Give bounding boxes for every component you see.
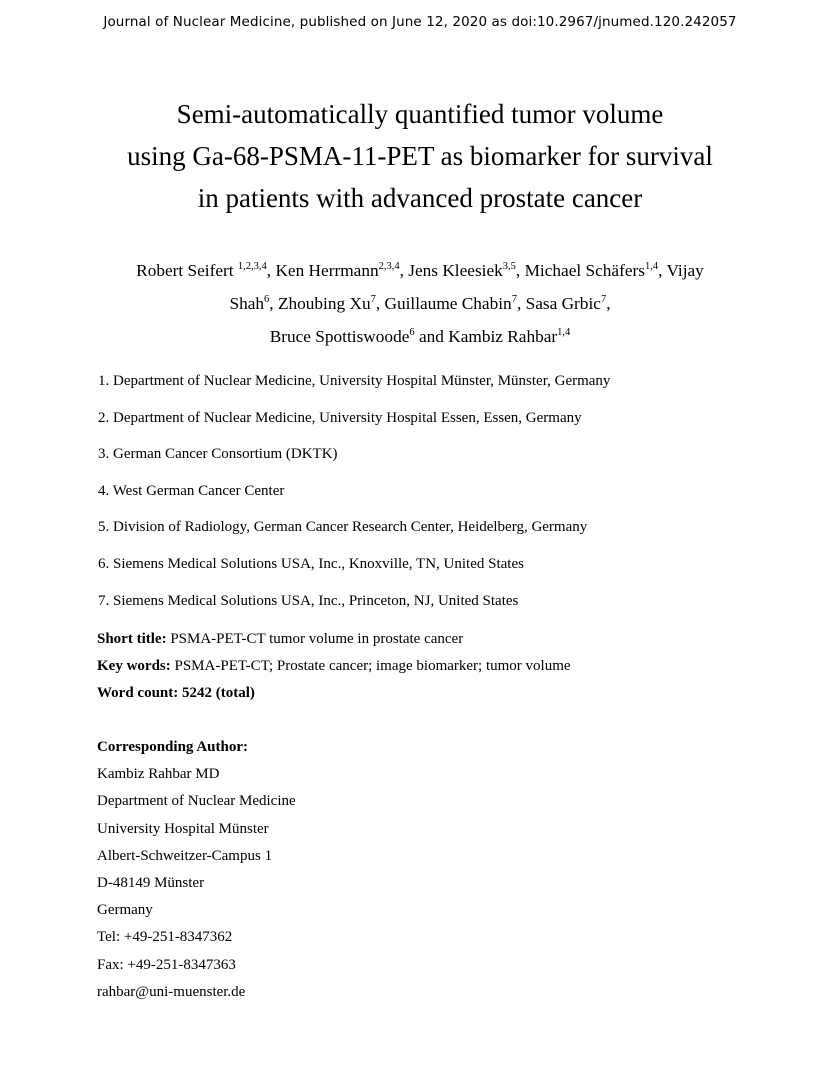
author-affiliation-sup: 3,5	[502, 261, 516, 272]
author-affiliation-sup: 6	[264, 294, 270, 305]
corresponding-phone: Tel: +49-251-8347362	[97, 929, 233, 946]
affiliation-item: 6. Siemens Medical Solutions USA, Inc., Knoxville, TN, United States	[98, 555, 524, 572]
short-title	[97, 626, 571, 653]
affiliation-item: 3. German Cancer Consortium (DKTK)	[98, 446, 338, 463]
author-line-2	[60, 287, 780, 320]
corresponding-author-block	[97, 734, 296, 1006]
affiliation-list	[98, 369, 610, 625]
title-line-2: using Ga-68-PSMA-11-PET as biomarker for survival	[127, 141, 713, 171]
short-title-label: Short title:	[97, 631, 167, 647]
author-name: and Kambiz Rahbar	[414, 327, 558, 346]
corresponding-email: rahbar@uni-muenster.de	[97, 983, 246, 1000]
author-name: , Ken Herrmann	[266, 261, 379, 280]
author-affiliation-sup: 7	[370, 294, 376, 305]
author-name: , Guillaume Chabin	[375, 294, 512, 313]
corresponding-country: Germany	[97, 902, 153, 919]
keywords	[97, 653, 571, 680]
author-list	[60, 254, 780, 353]
author-affiliation-sup: 1,4	[557, 327, 571, 338]
paper-title	[0, 93, 840, 219]
author-name: , Vijay	[658, 261, 704, 280]
author-affiliation-sup: 2,3,4	[378, 261, 400, 272]
journal-header: Journal of Nuclear Medicine, published on June 12, 2020 as doi:10.2967/jnumed.120.242057	[103, 14, 737, 30]
corresponding-author-label-text: Corresponding Author:	[97, 739, 248, 755]
keywords-value: PSMA-PET-CT; Prostate cancer; image biomarker; tumor volume	[170, 658, 571, 674]
author-name: , Zhoubing Xu	[269, 294, 371, 313]
author-name: Bruce Spottiswoode	[269, 327, 410, 346]
author-affiliation-sup: 6	[409, 327, 415, 338]
short-title-value: PSMA-PET-CT tumor volume in prostate cancer	[166, 631, 464, 647]
author-affiliation-sup: 7	[600, 294, 607, 305]
author-affiliation-sup: 1,2,3,4	[237, 261, 267, 272]
author-affiliation-sup: 1,4	[645, 261, 659, 272]
word-count-text: Word count: 5242 (total)	[97, 685, 255, 701]
word-count	[97, 680, 571, 707]
author-line-3	[60, 320, 780, 353]
author-name: , Sasa Grbic	[516, 294, 601, 313]
corresponding-street: Albert-Schweitzer-Campus 1	[97, 847, 273, 864]
affiliation-item: 5. Division of Radiology, German Cancer Research Center, Heidelberg, Germany	[98, 519, 588, 536]
corresponding-department: Department of Nuclear Medicine	[97, 793, 296, 810]
author-name: Robert Seifert	[136, 261, 238, 280]
author-name: , Michael Schäfers	[515, 261, 645, 280]
corresponding-fax: Fax: +49-251-8347363	[97, 956, 236, 973]
keywords-label: Key words:	[97, 658, 171, 674]
author-name: Shah	[229, 294, 265, 313]
corresponding-author-label	[97, 734, 296, 761]
paper-metadata	[97, 626, 571, 707]
corresponding-city: D-48149 Münster	[97, 875, 205, 892]
author-affiliation-sup: 7	[511, 294, 517, 305]
author-separator: ,	[606, 294, 611, 313]
author-name: , Jens Kleesiek	[399, 261, 503, 280]
author-line-1	[60, 254, 780, 287]
affiliation-item: 1. Department of Nuclear Medicine, University Hospital Münster, Münster, Germany	[98, 373, 611, 389]
affiliation-item: 7. Siemens Medical Solutions USA, Inc., Princeton, NJ, United States	[98, 592, 519, 609]
title-line-3: in patients with advanced prostate cancer	[197, 183, 643, 213]
affiliation-item: 2. Department of Nuclear Medicine, University Hospital Essen, Essen, Germany	[98, 409, 582, 426]
affiliation-item: 4. West German Cancer Center	[98, 482, 285, 499]
title-line-1: Semi-automatically quantified tumor volume	[176, 99, 664, 129]
corresponding-name: Kambiz Rahbar MD	[97, 766, 220, 783]
corresponding-institution: University Hospital Münster	[97, 820, 269, 837]
